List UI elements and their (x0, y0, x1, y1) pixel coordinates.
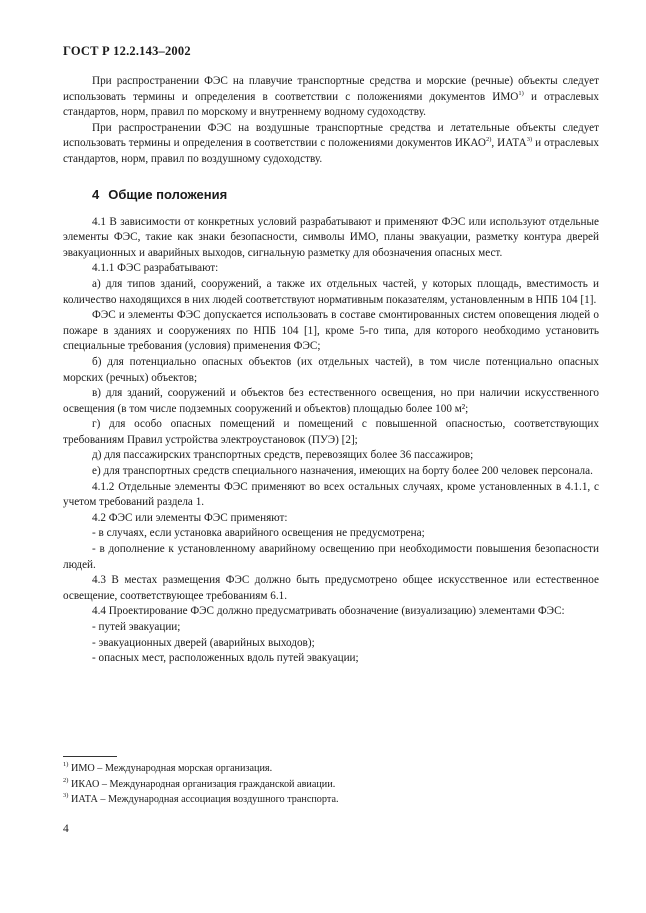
intro-text: При распространении ФЭС на плавучие транспортные средства и морские (речные) объекты следует использовать термины и определения в соответствии с положениями документов ИМО (63, 75, 599, 103)
footnote (63, 792, 599, 808)
paragraph: 4.2 ФЭС или элементы ФЭС применяют: (92, 511, 288, 524)
footnote-mark: 3) (63, 792, 69, 799)
footnote-text: ИКАО – Международная организация гражданской авиации. (68, 778, 336, 790)
list-item: - эвакуационных дверей (аварийных выходов); (92, 636, 315, 649)
intro-paragraph (63, 74, 599, 121)
list-item: - опасных мест, расположенных вдоль путей эвакуации; (92, 652, 359, 665)
footnote-text: ИАТА – Международная ассоциация воздушного транспорта. (68, 794, 339, 805)
footnote-mark: 1) (63, 761, 69, 768)
footnote-divider (63, 756, 117, 757)
paragraph: 4.1 В зависимости от конкретных условий разрабатывают и применяют ФЭС или используют отдельные элементы ФЭС, такие как знаки безопасности, символы ИМО, планы эвакуации, разметку контура дверей эвакуационных и аварийных выходов, сигнальную разметку для обозначения опасных мест. (63, 215, 599, 259)
list-item: в) для зданий, сооружений и объектов без естественного освещения, но при наличии искусственного освещения (в том числе подземных сооружений и объектов) площадью более 100 м²; (63, 387, 599, 415)
document-body (63, 74, 599, 667)
intro-text: , ИАТА (491, 137, 527, 150)
footnote-text: ИМО – Международная морская организация. (68, 763, 273, 774)
intro-text: и отраслевых стандартов, норм, правил по воздушному судоходству. (63, 137, 599, 165)
document-header: ГОСТ Р 12.2.143–2002 (63, 44, 191, 58)
footnote-mark: 2) (63, 776, 69, 784)
footnote (63, 777, 599, 793)
footnote-ref: 3) (526, 136, 533, 144)
paragraph: 4.1.1 ФЭС разрабатывают: (92, 262, 219, 275)
footnotes (63, 761, 599, 808)
section-number: 4 (92, 186, 100, 202)
list-item: д) для пассажирских транспортных средств, перевозящих более 36 пассажиров; (92, 449, 474, 462)
section-title: Общие положения (108, 186, 228, 202)
intro-paragraph (63, 121, 599, 168)
list-item: - в случаях, если установка аварийного освещения не предусмотрена; (92, 527, 425, 540)
footnote-ref: 1) (518, 89, 524, 97)
list-item: б) для потенциально опасных объектов (их отдельных частей), в том числе потенциально опасных морских (речных) объектов; (63, 355, 599, 384)
paragraph: 4.4 Проектирование ФЭС должно предусматривать обозначение (визуализацию) элементами ФЭС: (92, 605, 565, 618)
list-item: - путей эвакуации; (92, 621, 181, 633)
intro-text: и отраслевых стандартов, норм, правил по морскому и внутреннему водному судоходству. (63, 90, 599, 119)
page-number: 4 (63, 823, 69, 835)
paragraph: ФЭС и элементы ФЭС допускается использовать в составе смонтированных систем оповещения людей о пожаре в зданиях и сооружениях по НПБ 104 [1], кроме 5-го типа, для которого необходимо установить специальные требования (условия) применения ФЭС; (63, 309, 599, 353)
section-heading (63, 187, 599, 203)
paragraph: 4.1.2 Отдельные элементы ФЭС применяют во всех остальных случаях, кроме установленных в 4.1.1, с учетом требований раздела 1. (63, 480, 599, 509)
intro-text: При распространении ФЭС на воздушные транспортные средства и летательные объекты следует использовать термины и определения в соответствии с положениями документов ИКАО (63, 121, 599, 150)
footnote-ref: 2) (486, 136, 492, 144)
list-item: г) для особо опасных помещений и помещений с повышенной опасностью, соответствующих требованиям Правил устройства электроустановок (ПУЭ) [2]; (63, 418, 599, 446)
paragraph: 4.3 В местах размещения ФЭС должно быть предусмотрено общее искусственное или естественное освещение, соответствующее требованиям 6.1. (63, 574, 599, 602)
list-item: е) для транспортных средств специального назначения, имеющих на борту более 200 человек персонала. (92, 465, 593, 478)
list-item: а) для типов зданий, сооружений, а также их отдельных частей, у которых площадь, вместимость и количество находящихся в них людей соответствуют нормативным показателям, установленным в НПБ 104 [1]. (63, 277, 599, 306)
list-item: - в дополнение к установленному аварийному освещению при необходимости повышения безопасности людей. (63, 543, 599, 571)
footnote (63, 761, 599, 777)
